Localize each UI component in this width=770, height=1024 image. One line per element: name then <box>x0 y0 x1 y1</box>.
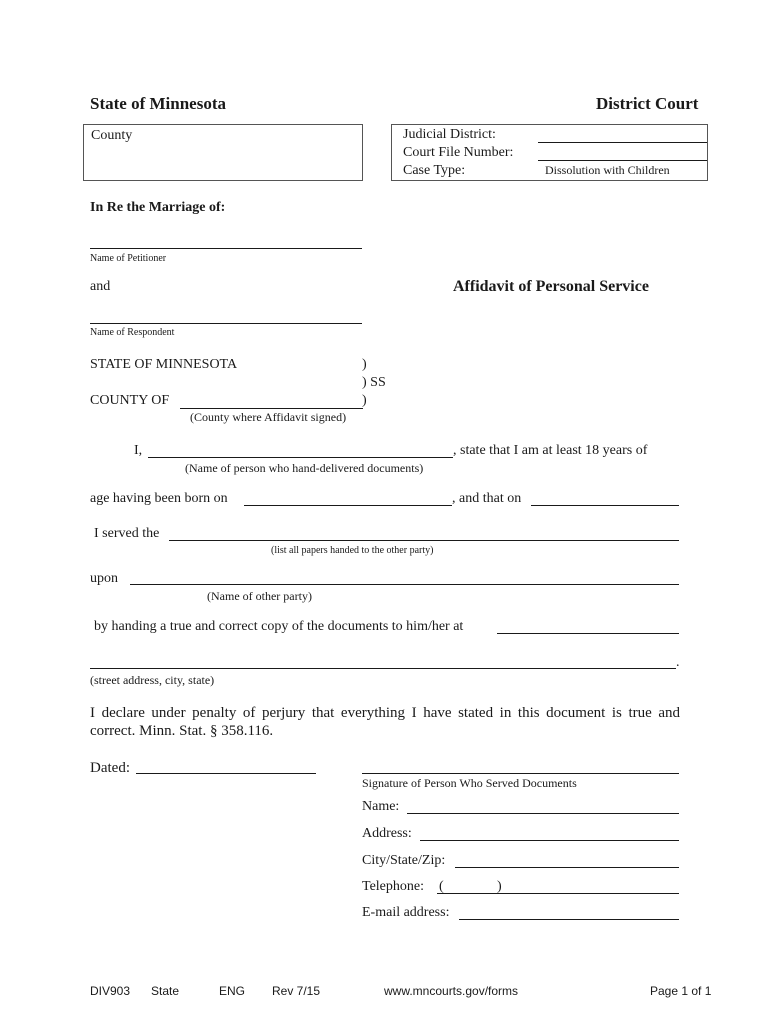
county-label: County <box>91 128 133 143</box>
email-field[interactable] <box>459 919 679 920</box>
respondent-name-field[interactable] <box>90 323 362 324</box>
judicial-district-field[interactable] <box>538 142 707 143</box>
papers-served-field[interactable] <box>169 540 679 541</box>
street-address-field[interactable] <box>90 668 676 669</box>
venue-county-field[interactable] <box>180 408 363 409</box>
service-date-field[interactable] <box>531 505 679 506</box>
dated-field[interactable] <box>136 773 316 774</box>
venue-county: COUNTY OF <box>90 393 170 408</box>
address-caption: (street address, city, state) <box>90 673 215 687</box>
and-that-on-label: , and that on <box>452 491 522 506</box>
respondent-label: Name of Respondent <box>90 327 175 338</box>
server-name-field[interactable] <box>148 457 453 458</box>
signature-field[interactable] <box>362 773 679 774</box>
address-field[interactable] <box>420 840 679 841</box>
venue-state: STATE OF MINNESOTA <box>90 357 238 372</box>
case-info-box <box>391 124 708 181</box>
city-state-zip-label: City/State/Zip: <box>362 853 446 868</box>
city-state-zip-field[interactable] <box>455 867 679 868</box>
email-label: E-mail address: <box>362 905 450 920</box>
name-label: Name: <box>362 799 400 814</box>
footer-form-code: DIV903 <box>90 984 131 998</box>
server-name-caption: (Name of person who hand-delivered documents) <box>185 461 424 475</box>
telephone-label: Telephone: <box>362 879 424 894</box>
case-type-value: Dissolution with Children <box>545 163 670 177</box>
i-label: I, <box>134 443 143 458</box>
handing-statement: by handing a true and correct copy of the documents to him/her at <box>94 619 464 634</box>
judicial-district-label: Judicial District: <box>403 127 496 142</box>
footer-url[interactable]: www.mncourts.gov/forms <box>384 984 519 998</box>
address-period: . <box>676 655 680 670</box>
state-title: State of Minnesota <box>90 94 226 113</box>
venue-paren-3: ) <box>362 393 367 408</box>
court-file-number-label: Court File Number: <box>403 145 514 160</box>
name-field[interactable] <box>407 813 679 814</box>
papers-caption: (list all papers handed to the other party) <box>271 545 434 556</box>
signature-caption: Signature of Person Who Served Documents <box>362 776 577 790</box>
footer-level: State <box>151 984 180 998</box>
phone-close-paren: ) <box>497 879 502 894</box>
service-location-field[interactable] <box>497 633 679 634</box>
venue-ss: ) SS <box>362 375 386 390</box>
other-party-caption: (Name of other party) <box>207 589 312 603</box>
in-re-heading: In Re the Marriage of: <box>90 200 226 215</box>
and-label: and <box>90 279 111 294</box>
document-title: Affidavit of Personal Service <box>453 278 649 295</box>
declaration-line-1: I declare under penalty of perjury that everything I have stated in this document is true and <box>90 705 680 721</box>
venue-county-caption: (County where Affidavit signed) <box>190 410 347 424</box>
footer-page-number: Page 1 of 1 <box>650 984 712 998</box>
upon-label: upon <box>90 571 118 586</box>
petitioner-name-field[interactable] <box>90 248 362 249</box>
phone-open-paren: ( <box>439 879 444 894</box>
footer-language: ENG <box>219 984 246 998</box>
venue-paren-1: ) <box>362 357 367 372</box>
case-type-label: Case Type: <box>403 163 466 178</box>
address-label: Address: <box>362 826 412 841</box>
other-party-field[interactable] <box>130 584 679 585</box>
dated-label: Dated: <box>90 760 130 776</box>
served-the-label: I served the <box>94 526 160 541</box>
age-statement: , state that I am at least 18 years of <box>453 443 648 458</box>
declaration-line-2: correct. Minn. Stat. § 358.116. <box>90 723 274 739</box>
petitioner-label: Name of Petitioner <box>90 253 167 264</box>
court-title: District Court <box>596 94 699 113</box>
birth-date-field[interactable] <box>244 505 452 506</box>
court-file-number-field[interactable] <box>538 160 707 161</box>
born-on-label: age having been born on <box>90 491 228 506</box>
county-box <box>83 124 363 181</box>
telephone-field[interactable] <box>437 893 679 894</box>
footer-revision: Rev 7/15 <box>272 984 321 998</box>
